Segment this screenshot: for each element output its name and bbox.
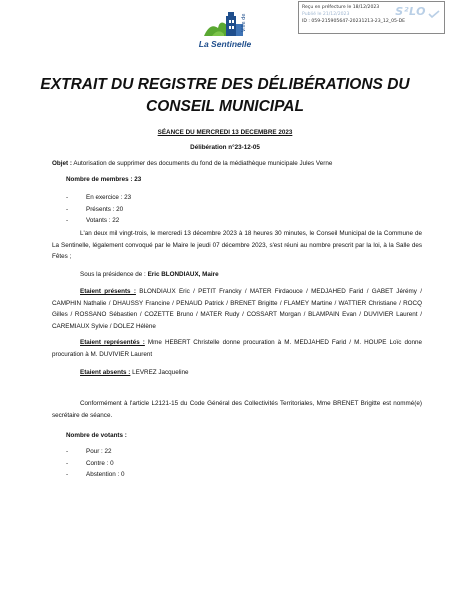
objet-text: Autorisation de supprimer des documents du fond de la médiathèque municipale Jules Verne (71, 160, 333, 167)
presents-paragraph (52, 286, 422, 332)
votants-item: - Abstention : 0 (66, 469, 266, 481)
membres-item: - Présents : 20 (66, 204, 266, 216)
slo-check-icon (428, 10, 440, 21)
logo-town-name: La Sentinelle (198, 39, 252, 49)
objet-label: Objet : (52, 160, 72, 167)
intro-paragraph: L'an deux mil vingt-trois, le mercredi 13 décembre 2023 à 18 heures 30 minutes, le Conseil Municipal de la Commune de La Sentinelle, légalement convoqué par le Maire le jeudi 07 décembre 2023, s'est réuni au nombre prescrit par la loi, à la Salle des Fêtes ; (52, 230, 422, 261)
membres-count: Nombre de membres : 23 (66, 176, 142, 183)
stamp-received: Reçu en préfecture le 18/12/2023 (302, 5, 380, 10)
representes-text: Mme HEBERT Christelle donne procuration à M. MEDJAHED Farid / M. HOUPE Loïc donne procuration à M. DUVIVIER Laurent (52, 339, 422, 358)
stamp-published: Publié le 21/12/2023 (302, 12, 350, 17)
votants-item: - Contre : 0 (66, 458, 266, 470)
seance-date: SÉANCE DU MERCREDI 13 DECEMBRE 2023 (157, 129, 293, 136)
votants-item: - Pour : 22 (66, 446, 266, 458)
document-title (30, 74, 420, 118)
absents-text: LEVREZ Jacqueline (130, 369, 189, 376)
deliberation-number: Délibération n°23-12-05 (190, 144, 260, 151)
stamp-id: ID : 059-215905647-20231213-23_12_05-DE (302, 19, 406, 24)
membres-item: - En exercice : 23 (66, 192, 266, 204)
prefecture-stamp (298, 1, 445, 34)
presents-label: Etaient présents : (80, 288, 136, 295)
membres-list (66, 192, 266, 227)
absents-line (80, 367, 420, 379)
representes-label: Etaient représentés : (80, 339, 145, 346)
slo-brand: S²LO (395, 5, 426, 18)
presidence-prefix: Sous la présidence de : (80, 271, 148, 278)
votants-list (66, 446, 266, 481)
presidence-line (80, 269, 420, 281)
secretaire-paragraph: Conformément à l'article L2121-15 du Code Général des Collectivités Territoriales, Mme BRENET Brigitte est nommé(e) secrétaire de séance. (52, 400, 422, 419)
presidence-name: Eric BLONDIAUX, Maire (147, 271, 219, 278)
representes-paragraph (52, 337, 422, 360)
votants-count: Nombre de votants : (66, 432, 127, 439)
title-line-2: CONSEIL MUNICIPAL (146, 98, 304, 115)
logo-ville-de: Ville de (241, 13, 247, 32)
presents-names: BLONDIAUX Eric / PETIT Francky / MATER Firdaouce / MEDJAHED Farid / GABET Jérémy / CAMPHIN Nathalie / DHAUSSY Francine / PENAUD Patrick / BRENET Brigitte / FLAMEY Martine / WATTIER Christiane / ROCQ Gilles / ROSSANO Sébastien / COZETTE Bruno / MATER Rudy / COSSART Morgan / BLAMPAIN Evan / DUVIVIER Laurent / CAREMIAUX Sylvie / DOLEZ Hélène (52, 288, 422, 330)
membres-item: - Votants : 22 (66, 215, 266, 227)
title-line-1: EXTRAIT DU REGISTRE DES DÉLIBÉRATIONS DU (40, 76, 410, 93)
absents-label: Etaient absents : (80, 369, 131, 376)
objet-line (52, 158, 422, 170)
